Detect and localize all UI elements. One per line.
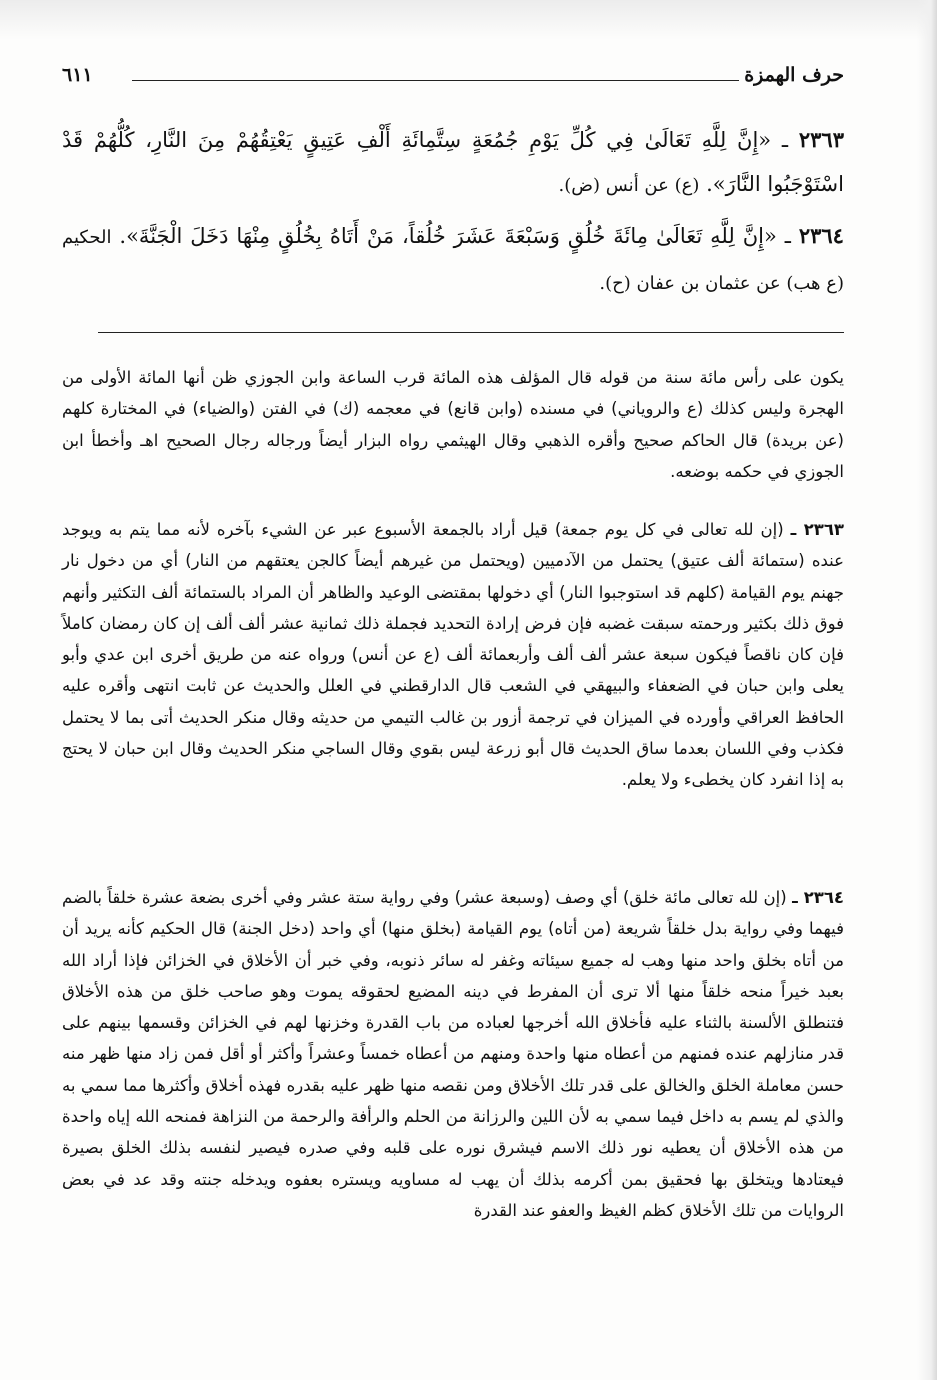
commentary-2364 — [62, 882, 844, 1226]
hadith-number: ٢٣٦٤ — [798, 223, 844, 248]
hadith-text: «إِنَّ لِلَّهِ تَعَالَىٰ مِائَةَ خُلُقٍ وَسَبْعَةَ عَشَرَ خُلُقاً، مَنْ أَتَاهُ بِخُلُقٍ مِنْهَا دَخَلَ الْجَنَّةَ». — [119, 224, 777, 248]
commentary-intro — [62, 362, 844, 487]
commentary-number: ٢٣٦٤ ـ — [792, 888, 844, 907]
scan-shadow-edge — [917, 0, 937, 1380]
commentary-paragraph: (إن لله تعالى مائة خلق) أي وصف (وسبعة عشر) وفي رواية ستة عشر وفي أخرى بضعة عشرة خلقاً بالضم فيهما وفي رواية بدل خلقاً شريعة (من أتاه) يوم القيامة (بخلق منها) أي واحد (دخل الجنة) قال الحكيم كأنه يريد أن من أتاه بخلق واحد منها وهب له جميع سيئاته وغفر له سائر ذنوبه، وفي خبر أن الأخلاق في الخزائن فإذا أراد الله بعبد خيراً منحه خلقاً منها ألا ترى أن المفرط في دينه المضيع لحقوقه يموت وهو صاحب خلق من هذه الأخلاق فتنطلق الألسنة بالثناء عليه فأخلاق الله أخرجها لعباده من باب القدرة وخزنها لهم في الخزائن وقسمها بينهم على قدر منازلهم عنده فمنهم من أعطاه منها واحدة ومنهم من أعطاه خمساً وعشراً وأكثر أو أقل فمن زاد منها ظهر منه حسن معاملة الخلق والخالق على قدر تلك الأخلاق ومن نقصه منها ظهر عليه بقدره فهذه أخلاق وأكثرها مما سمي به والذي لم يسم به داخل فيما سمي به لأن اللين والرزانة من الحلم والرأفة والرحمة من النزاهة فمنحه الله إياه واحدة من هذه الأخلاق أن يعطيه نور ذلك الاسم فيشرق نوره على قلبه وفي صدره فيصير لنفسه بذلك الخلق بصيرة فيعتادها ويتخلق بها فحقيق بمن أكرمه بذلك أن يهب له مساويه ويستره بعفوه ويدخله جنته وقد عد في بعض الروايات من تلك الأخلاق كظم الغيظ والعفو عند القدرة — [62, 888, 844, 1220]
footnote-divider — [98, 332, 844, 333]
page-number: ٦١١ — [62, 64, 93, 86]
scan-shadow-top — [0, 0, 937, 40]
hadith-source: الحكيم (ع هب) عن عثمان بن عفان (ح). — [62, 227, 844, 294]
header-rule — [132, 80, 739, 81]
commentary-paragraph: يكون على رأس مائة سنة من قوله قال المؤلف هذه المائة قرب الساعة وابن الجوزي ظن أنها المائة الأولى من الهجرة وليس كذلك (ع والروياني) في مسنده (وابن قانع) في معجمه (ك) في الفتن (والضياء) في المختارة كلهم (عن بريدة) قال الحاكم صحيح وأقره الذهبي وقال الهيثمي رواه البزار أيضاً ورجاله رجال الصحيح اهـ وأخطأ ابن الجوزي في حكمه بوضعه. — [62, 368, 844, 481]
hadith-number: ٢٣٦٣ — [798, 127, 844, 152]
page-header — [62, 62, 844, 92]
chapter-title: حرف الهمزة — [744, 64, 844, 86]
hadith-2363: ٢٣٦٣ ـ «إِنَّ لِلَّهِ تَعَالَىٰ فِي كُلِّ يَوْمِ جُمُعَةٍ سِتَّمِائَةِ أَلْفِ عَتِيقٍ يَعْتِقُهُمْ مِنَ النَّارِ، كُلُّهُمْ قَدْ اسْتَوْجَبُوا النَّارَ». (ع) عن أنس (ض). — [62, 127, 844, 196]
commentary-2363 — [62, 514, 844, 796]
hadith-source: (ع) عن أنس (ض). — [558, 175, 700, 196]
hadith-text: «إِنَّ لِلَّهِ تَعَالَىٰ فِي كُلِّ يَوْمِ جُمُعَةٍ سِتَّمِائَةِ أَلْفِ عَتِيقٍ يَعْتِقُهُمْ مِنَ النَّارِ، كُلُّهُمْ قَدْ اسْتَوْجَبُوا النَّارَ». — [62, 128, 844, 196]
hadith-2364: ٢٣٦٤ ـ «إِنَّ لِلَّهِ تَعَالَىٰ مِائَةَ خُلُقٍ وَسَبْعَةَ عَشَرَ خُلُقاً، مَنْ أَتَاهُ بِخُلُقٍ مِنْهَا دَخَلَ الْجَنَّةَ». الحكيم (ع هب) عن عثمان بن عفان (ح). — [62, 223, 844, 294]
commentary-number: ٢٣٦٣ ـ — [790, 520, 845, 539]
commentary-paragraph: (إن لله تعالى في كل يوم جمعة) قيل أراد بالجمعة الأسبوع عبر عن الشيء بآخره لأنه مما يتم به ويوجد عنده (ستمائة ألف عتيق) يحتمل من الآدميين (ويحتمل من غيرهم أيضاً كالجن يعتقهم من النار) أي من دخول نار جهنم يوم القيامة (كلهم قد استوجبوا النار) أي دخولها بمقتضى الوعيد والظاهر أن المراد بالستمائة ألف التكثير وأنهم فوق ذلك بكثير ورحمته سبقت غضبه فإن فرض إرادة التحديد فجملة ذلك ثمانية عشر ألف ألف إن كان رمضان كاملاً فإن كان ناقصاً فيكون سبعة عشر ألف ألف وأربعمائة ألف (ع عن أنس) ورواه عنه من طريق أخرى ابن عدي وأبو يعلى وابن حبان في الضعفاء والبيهقي في الشعب قال الدارقطني في العلل والحديث عن ثابت انتهى وأقره عليه الحافظ العراقي وأورده في الميزان في ترجمة أزور بن غالب التيمي من حديثه وقال منكر الحديث أتى بما لا يحتمل فكذب وفي اللسان بعدما ساق الحديث قال أبو زرعة ليس بقوي وقال الساجي منكر الحديث وقال ابن حبان لا يحتج به إذا انفرد كان يخطىء ولا يعلم. — [62, 520, 844, 790]
